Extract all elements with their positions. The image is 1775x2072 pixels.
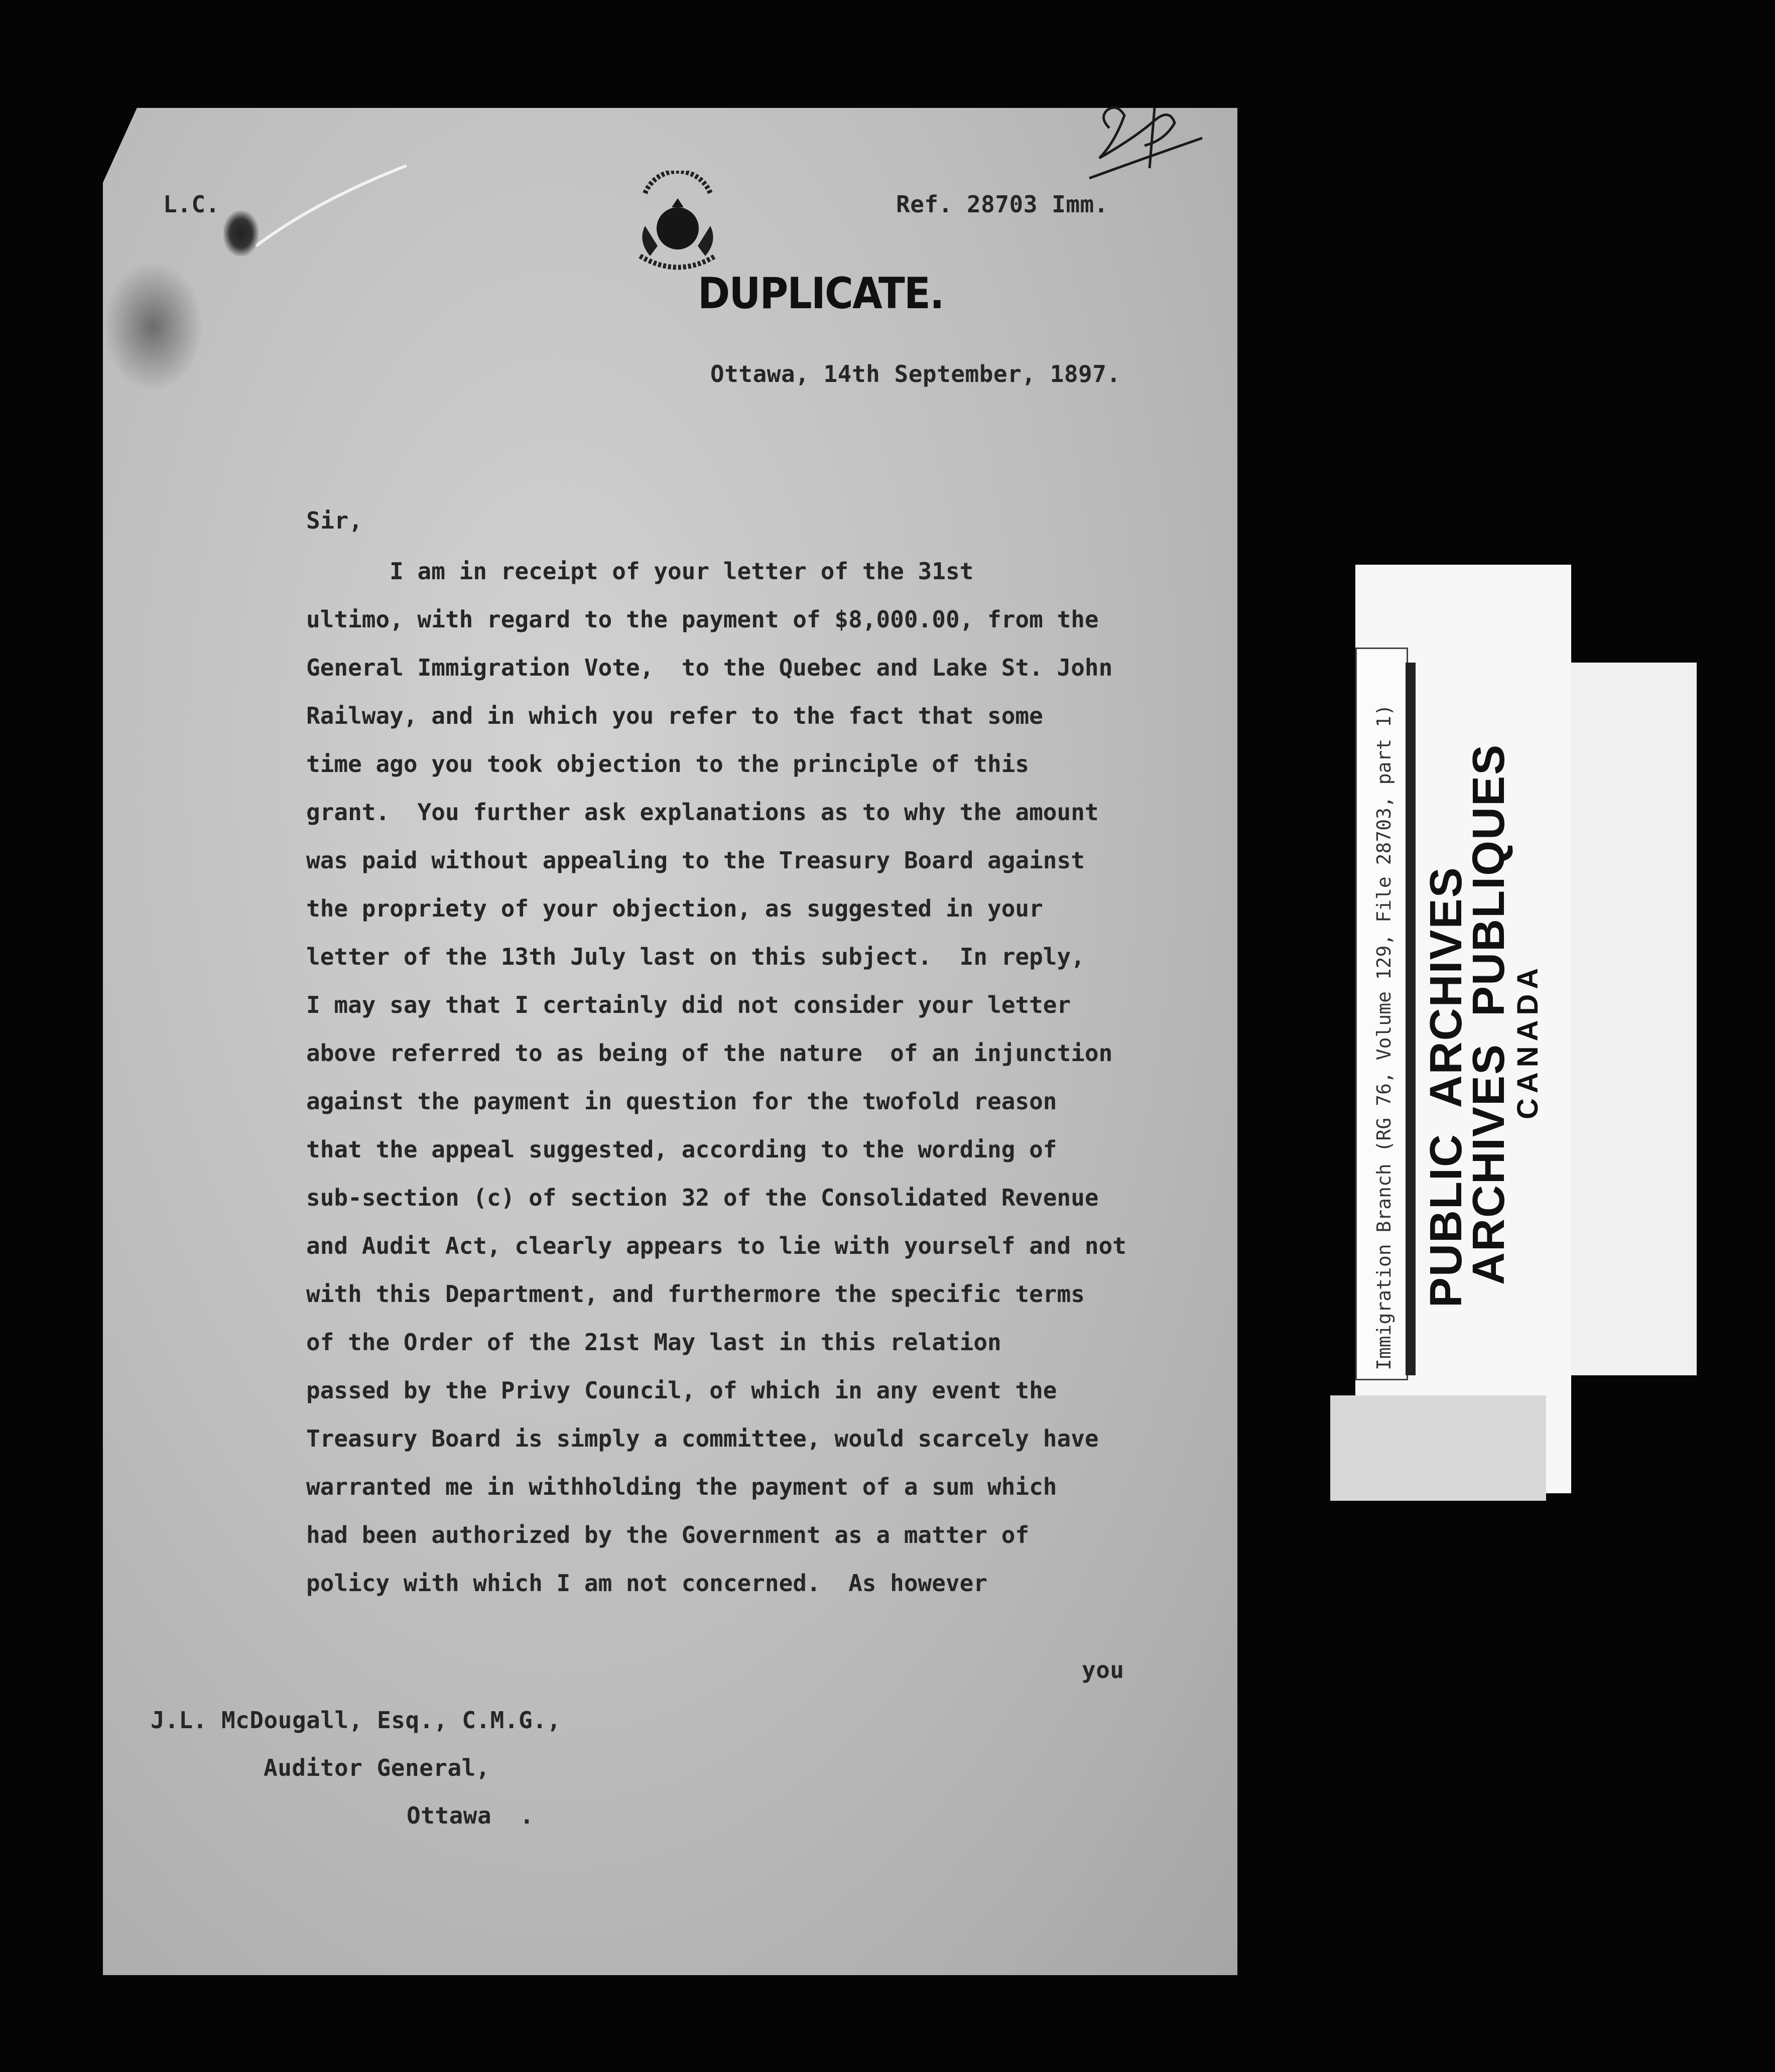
body-line: Railway, and in which you refer to the fact that some [306, 702, 1043, 729]
body-line: was paid without appealing to the Treasury Board against [306, 847, 1085, 874]
handwritten-initials [1079, 98, 1210, 183]
archive-caption: Immigration Branch (RG 76, Volume 129, File 28703, part 1) [1373, 704, 1395, 1370]
body-line: General Immigration Vote, to the Quebec and Lake St. John [306, 654, 1113, 681]
body-line: I may say that I certainly did not consider your letter [306, 991, 1071, 1018]
body-line: I am in receipt of your letter of the 31st [306, 558, 974, 585]
body-line: time ago you took objection to the principle of this [306, 750, 1030, 778]
body-line: Treasury Board is simply a committee, would scarcely have [306, 1425, 1099, 1452]
paper-stain [103, 261, 203, 392]
archive-name-french: ARCHIVES PUBLIQUES [1464, 743, 1514, 1285]
initials: L.C. [163, 191, 220, 218]
addressee-name: J.L. McDougall, Esq., C.M.G., [151, 1707, 561, 1734]
addressee-city: Ottawa . [407, 1802, 534, 1829]
body-line: policy with which I am not concerned. As however [306, 1570, 988, 1597]
letter-date: Ottawa, 14th September, 1897. [710, 360, 1121, 387]
body-line: ultimo, with regard to the payment of $8,000.00, from the [306, 606, 1099, 633]
body-line: against the payment in question for the twofold reason [306, 1088, 1057, 1115]
body-line: and Audit Act, clearly appears to lie with yourself and not [306, 1232, 1126, 1259]
addressee-title: Auditor General, [264, 1754, 490, 1781]
archive-country: CANADA [1511, 963, 1544, 1119]
body-line: passed by the Privy Council, of which in any event the [306, 1377, 1057, 1404]
department-seal-icon [630, 171, 725, 281]
letter-body [306, 547, 1126, 1607]
duplicate-stamp: DUPLICATE. [698, 269, 944, 319]
archive-label-folded-edge [1330, 1395, 1546, 1501]
reference-number: Ref. 28703 Imm. [896, 191, 1108, 218]
body-line: with this Department, and furthermore the specific terms [306, 1280, 1085, 1308]
body-line: sub-section (c) of section 32 of the Consolidated Revenue [306, 1184, 1099, 1211]
salutation: Sir, [306, 507, 363, 534]
catchword: you [1082, 1656, 1124, 1684]
ink-blot [223, 211, 259, 256]
body-line: had been authorized by the Government as a matter of [306, 1521, 1030, 1548]
body-line: above referred to as being of the nature of an injunction [306, 1040, 1113, 1067]
body-line: of the Order of the 21st May last in this relation [306, 1329, 1001, 1356]
body-line: letter of the 13th July last on this subject. In reply, [306, 943, 1085, 970]
body-line: that the appeal suggested, according to the wording of [306, 1136, 1057, 1163]
archive-name-english: PUBLIC ARCHIVES [1421, 866, 1471, 1308]
body-line: warranted me in withholding the payment of a sum which [306, 1473, 1057, 1500]
body-line: the propriety of your objection, as suggested in your [306, 895, 1043, 922]
label-divider [1406, 663, 1416, 1375]
body-line: grant. You further ask explanations as to why the amount [306, 799, 1099, 826]
